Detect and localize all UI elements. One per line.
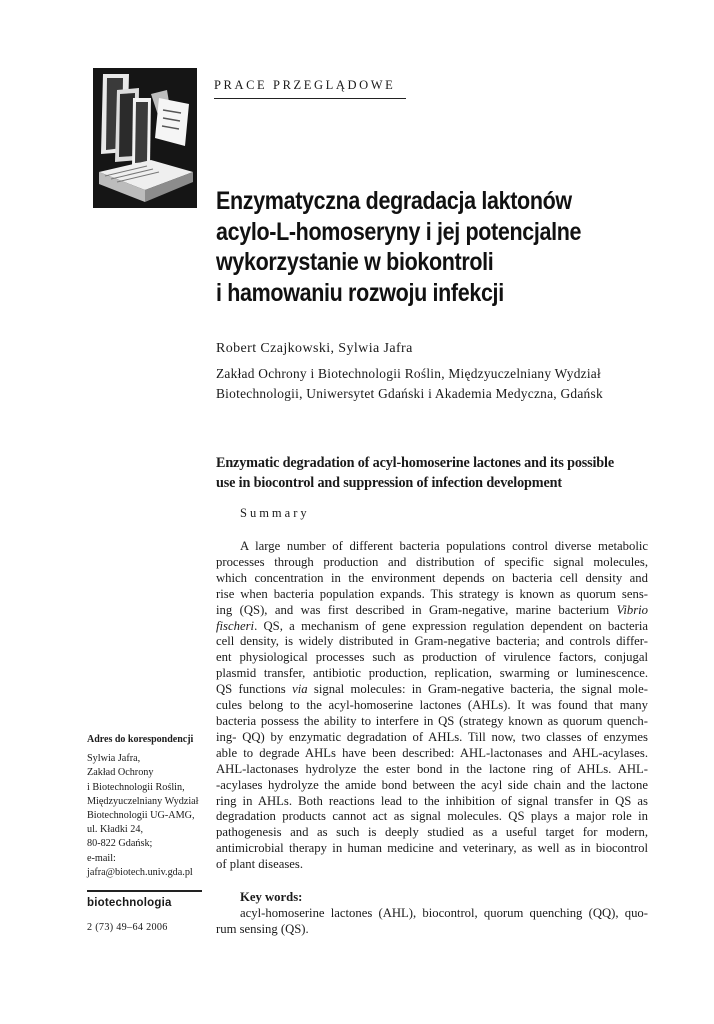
abstract-line: AHL-lactonases hydrolyze the ester bond in the lactone ring of AHLs. AHL- — [216, 761, 648, 776]
abstract — [216, 539, 648, 873]
abstract-line: able to degrade AHLs have been described: AHL-lactonases and AHL-acylases. — [216, 745, 648, 760]
address-line: Biotechnologii UG-AMG, — [87, 810, 195, 822]
address-line: ul. Kładki 24, — [87, 824, 144, 836]
journal-citation: 2 (73) 49–64 2006 — [87, 922, 168, 933]
address-line: Międzyuczelniany Wydział — [87, 795, 199, 807]
title-line: wykorzystanie w biokontroli — [216, 248, 494, 276]
abstract-line: -acylases hydrolyze the amide bond between the acyl side chain and the lactone — [216, 777, 648, 792]
affiliation-line: Biotechnologii, Uniwersytet Gdański i Akademia Medyczna, Gdańsk — [216, 386, 603, 401]
abstract-line: QS functions via signal molecules: in Gram-negative bacteria, the signal mole- — [216, 682, 648, 697]
keywords — [216, 906, 648, 938]
italic-term: Vibrio — [616, 602, 648, 617]
title-line: acylo-L-homoseryny i jej potencjalne — [216, 217, 582, 246]
english-title-line: Enzymatic degradation of acyl-homoserine lactones and its possible — [216, 455, 614, 471]
keywords-heading: Key words: — [240, 890, 303, 904]
italic-term: via — [292, 682, 308, 697]
authors: Robert Czajkowski, Sylwia Jafra — [216, 341, 413, 356]
address-line: e-mail: — [87, 852, 116, 864]
abstract-line: processes through production and distribution of specific signal molecules, — [216, 554, 648, 569]
keywords-line: acyl-homoserine lactones (AHL), biocontrol, quorum quenching (QQ), quo- — [240, 906, 648, 920]
abstract-line: ing- QQ) by enzymatic degradation of AHLs. Till now, two classes of enzymes — [216, 729, 648, 744]
address-line: Zakład Ochrony — [87, 767, 154, 779]
abstract-line: rise when bacteria population expands. This strategy is known as quorum sens- — [216, 586, 648, 601]
section-label: PRACE PRZEGLĄDOWE — [214, 78, 396, 92]
address-line: i Biotechnologii Roślin, — [87, 781, 185, 793]
abstract-line: plasmid transfer, antibiotic production, replication, swarming or luminescence. — [216, 666, 648, 681]
abstract-line: A large number of different bacteria populations control diverse metabolic — [240, 539, 648, 553]
journal-name: biotechnologia — [87, 897, 172, 909]
correspondence-heading: Adres do korespondencji — [87, 734, 194, 745]
correspondence-box — [87, 733, 205, 880]
email-address: jafra@biotech.univ.gda.pl — [87, 866, 193, 878]
affiliation — [216, 364, 603, 404]
abstract-line: of plant diseases. — [216, 857, 304, 872]
article-title — [216, 186, 581, 308]
english-title-line: use in biocontrol and suppression of infection development — [216, 475, 562, 491]
abstract-line: antimicrobial therapy in human medicine and veterinary, as well as in biocontrol — [216, 841, 648, 856]
abstract-line: fischeri. QS, a mechanism of gene expression regulation dependent on bacteria — [216, 618, 648, 633]
abstract-line: ent physiological processes such as production of virulence factors, conjugal — [216, 650, 648, 665]
abstract-line: degradation products cannot act as signal molecules. QS plays a major role in — [216, 809, 648, 824]
abstract-line: which concentration in the environment depends on bacteria cell density and — [216, 570, 648, 585]
english-title — [216, 453, 614, 493]
abstract-line: ing (QS), and was first described in Gram-negative, marine bacterium Vibrio — [216, 602, 648, 617]
italic-term: fischeri — [216, 618, 255, 633]
abstract-line: cules belong to the acyl-homoserine lactones (AHLs). It was found that many — [216, 698, 648, 713]
sidebar-rule — [87, 890, 202, 892]
books-logo — [93, 68, 197, 208]
abstract-line: bacteria possess the ability to interfere in QS (strategy known as quorum quench- — [216, 713, 648, 728]
summary-heading: Summary — [240, 506, 310, 520]
address-line: Sylwia Jafra, — [87, 753, 141, 765]
title-line: Enzymatyczna degradacja laktonów — [216, 187, 572, 215]
address-line: 80-822 Gdańsk; — [87, 838, 153, 850]
abstract-line: cell density, is widely distributed in Gram-negative bacteria; and controls differ- — [216, 634, 648, 649]
affiliation-line: Zakład Ochrony i Biotechnologii Roślin, Międzyuczelniany Wydział — [216, 366, 601, 381]
title-line: i hamowaniu rozwoju infekcji — [216, 278, 504, 307]
abstract-line: pathogenesis and as such is deeply studied as a useful target for modern, — [216, 825, 648, 840]
keywords-line: rum sensing (QS). — [216, 921, 309, 936]
abstract-line: ring in AHLs. Both reactions lead to the inhibition of signal transfer in QS as — [216, 793, 648, 808]
section-rule — [214, 98, 406, 99]
